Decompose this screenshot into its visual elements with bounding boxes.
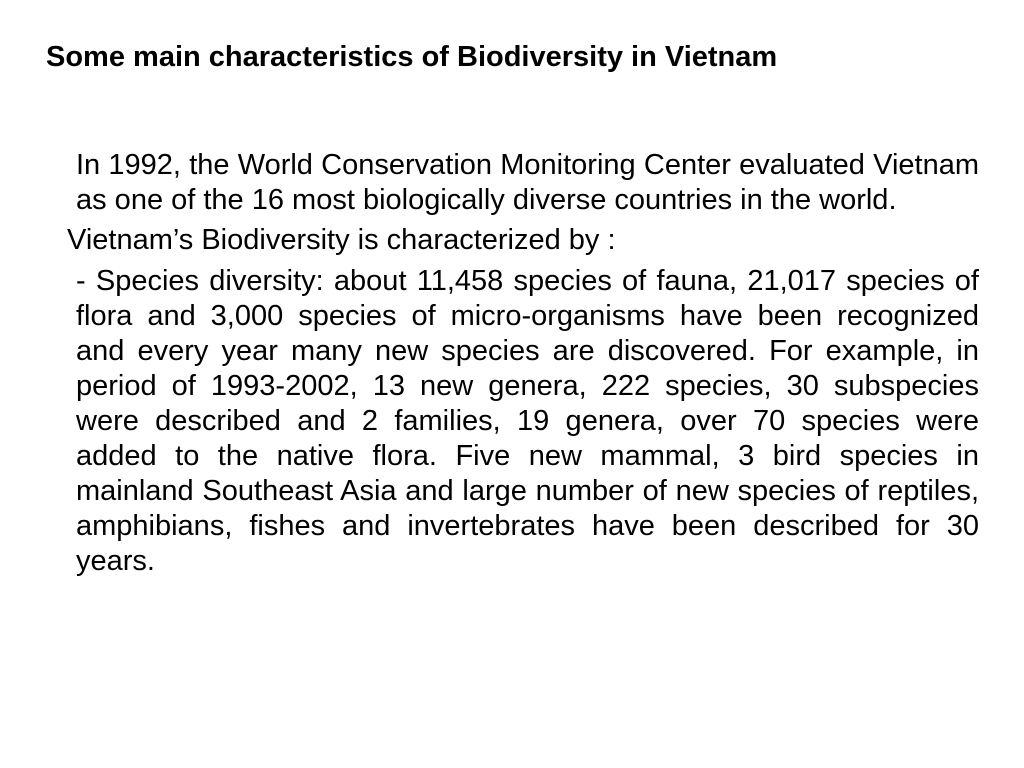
paragraph-intro: In 1992, the World Conservation Monitoring Center evaluated Vietnam as one of the 16 most biologically diverse countries in the world. bbox=[76, 149, 979, 216]
paragraph-species-diversity: - Species diversity: about 11,458 species of fauna, 21,017 species of flora and 3,000 species of micro-organisms have been recognized and every year many new species are discovered. For example, in period of 1993-2002, 13 new genera, 222 species, 30 subspecies were described and 2 families, 19 genera, over 70 species were added to the native flora. Five new mammal, 3 bird species in mainland Southeast Asia and large number of new species of reptiles, amphibians, fishes and invertebrates have been described for 30 years. bbox=[76, 265, 979, 577]
paragraph-characterized-by: Vietnam’s Biodiversity is characterized by : bbox=[67, 224, 616, 256]
slide-body bbox=[0, 148, 1024, 579]
slide-title: Some main characteristics of Biodiversity in Vietnam bbox=[46, 41, 778, 73]
